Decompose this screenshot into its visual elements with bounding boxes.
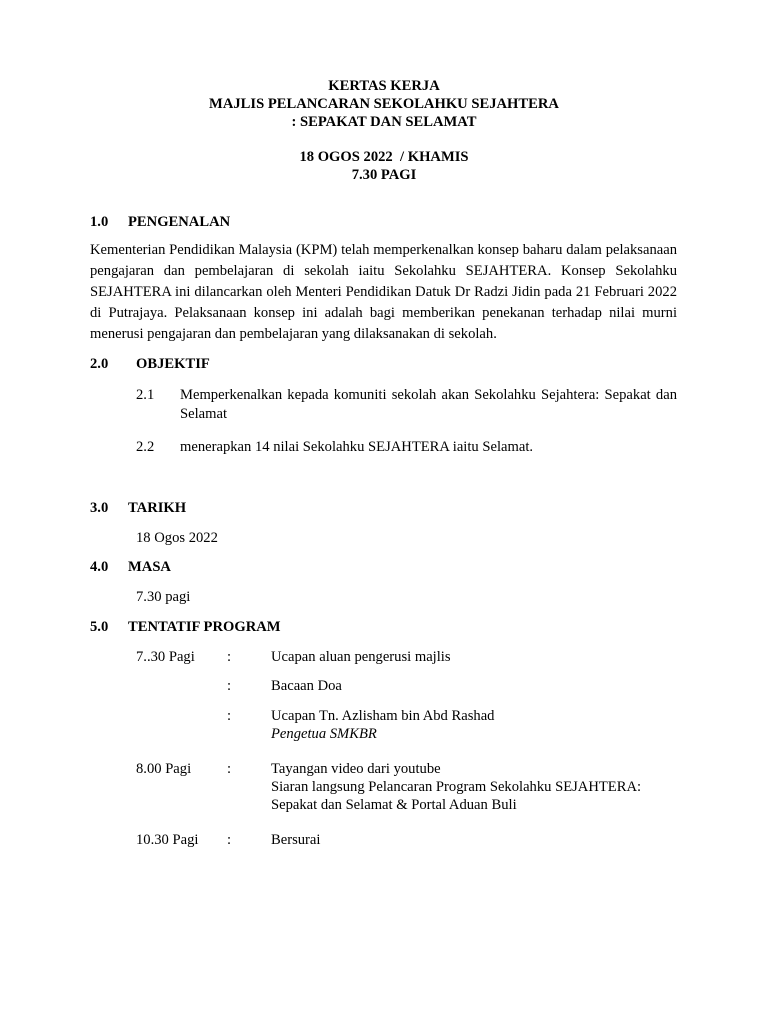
section-heading-intro bbox=[90, 213, 230, 231]
section-number: 2.0 bbox=[90, 356, 109, 372]
intro-paragraph: Kementerian Pendidikan Malaysia (KPM) telah memperkenalkan konsep baharu dalam pelaksanaan pengajaran dan pembelajaran di sekolah iaitu Sekolahku SEJAHTERA. Konsep Sekolahku SEJAHTERA ini dilancarkan oleh Menteri Pendidikan Datuk Dr Radzi Jidin pada 21 Februari 2022 di Putrajaya. Pelaksanaan konsep ini adalah bagi memberikan penekanan terhadap nilai murni menerusi pengajaran dan pembelajaran yang dilaksanakan di sekolah. bbox=[90, 242, 677, 342]
section-number: 3.0 bbox=[90, 500, 109, 516]
program-time: 8.00 Pagi bbox=[136, 761, 192, 777]
section-title: MASA bbox=[128, 559, 171, 575]
program-colon: : bbox=[227, 708, 232, 724]
section-title: PENGENALAN bbox=[128, 214, 231, 230]
section-number: 5.0 bbox=[90, 619, 109, 635]
program-line: Bersurai bbox=[271, 832, 321, 848]
program-colon: : bbox=[227, 678, 232, 694]
event-time-line: 7.30 PAGI bbox=[351, 167, 417, 183]
section-heading-objective bbox=[90, 355, 210, 373]
program-description bbox=[271, 677, 671, 695]
section-number: 1.0 bbox=[90, 214, 109, 230]
objective-number: 2.1 bbox=[136, 387, 155, 403]
program-description bbox=[271, 707, 671, 743]
section-heading-time bbox=[90, 558, 171, 576]
document-title bbox=[0, 77, 768, 131]
program-line-italic: Pengetua SMKBR bbox=[271, 726, 377, 742]
program-time: 10.30 Pagi bbox=[136, 832, 199, 848]
objective-number: 2.2 bbox=[136, 439, 155, 455]
time-value: 7.30 pagi bbox=[136, 589, 191, 605]
event-datetime bbox=[0, 148, 768, 184]
title-line-2: MAJLIS PELANCARAN SEKOLAHKU SEJAHTERA bbox=[209, 96, 559, 112]
objective-text: Memperkenalkan kepada komuniti sekolah akan Sekolahku Sejahtera: Sepakat dan Selamat bbox=[180, 387, 677, 422]
event-date-line: 18 OGOS 2022 / KHAMIS bbox=[299, 149, 469, 165]
program-line: Sepakat dan Selamat & Portal Aduan Buli bbox=[271, 797, 517, 813]
objective-item bbox=[136, 386, 677, 424]
program-description bbox=[271, 648, 671, 666]
program-line: Siaran langsung Pelancaran Program Sekolahku SEJAHTERA: bbox=[271, 779, 642, 795]
title-line-1: KERTAS KERJA bbox=[328, 78, 440, 94]
program-description bbox=[271, 760, 671, 814]
program-time: 7..30 Pagi bbox=[136, 649, 195, 665]
section-title: TENTATIF PROGRAM bbox=[128, 619, 281, 635]
title-line-3: : SEPAKAT DAN SELAMAT bbox=[291, 114, 477, 130]
program-colon: : bbox=[227, 761, 232, 777]
section-title: OBJEKTIF bbox=[136, 356, 210, 372]
program-line: Bacaan Doa bbox=[271, 678, 342, 694]
program-colon: : bbox=[227, 832, 232, 848]
program-line: Tayangan video dari youtube bbox=[271, 761, 441, 777]
objective-item bbox=[136, 438, 677, 457]
objective-text: menerapkan 14 nilai Sekolahku SEJAHTERA iaitu Selamat. bbox=[180, 439, 534, 455]
section-heading-program bbox=[90, 618, 281, 636]
program-line: Ucapan aluan pengerusi majlis bbox=[271, 649, 451, 665]
program-description bbox=[271, 831, 671, 849]
section-heading-date bbox=[90, 499, 186, 517]
program-colon: : bbox=[227, 649, 232, 665]
date-value: 18 Ogos 2022 bbox=[136, 530, 218, 546]
section-number: 4.0 bbox=[90, 559, 109, 575]
program-line: Ucapan Tn. Azlisham bin Abd Rashad bbox=[271, 708, 495, 724]
section-title: TARIKH bbox=[128, 500, 187, 516]
